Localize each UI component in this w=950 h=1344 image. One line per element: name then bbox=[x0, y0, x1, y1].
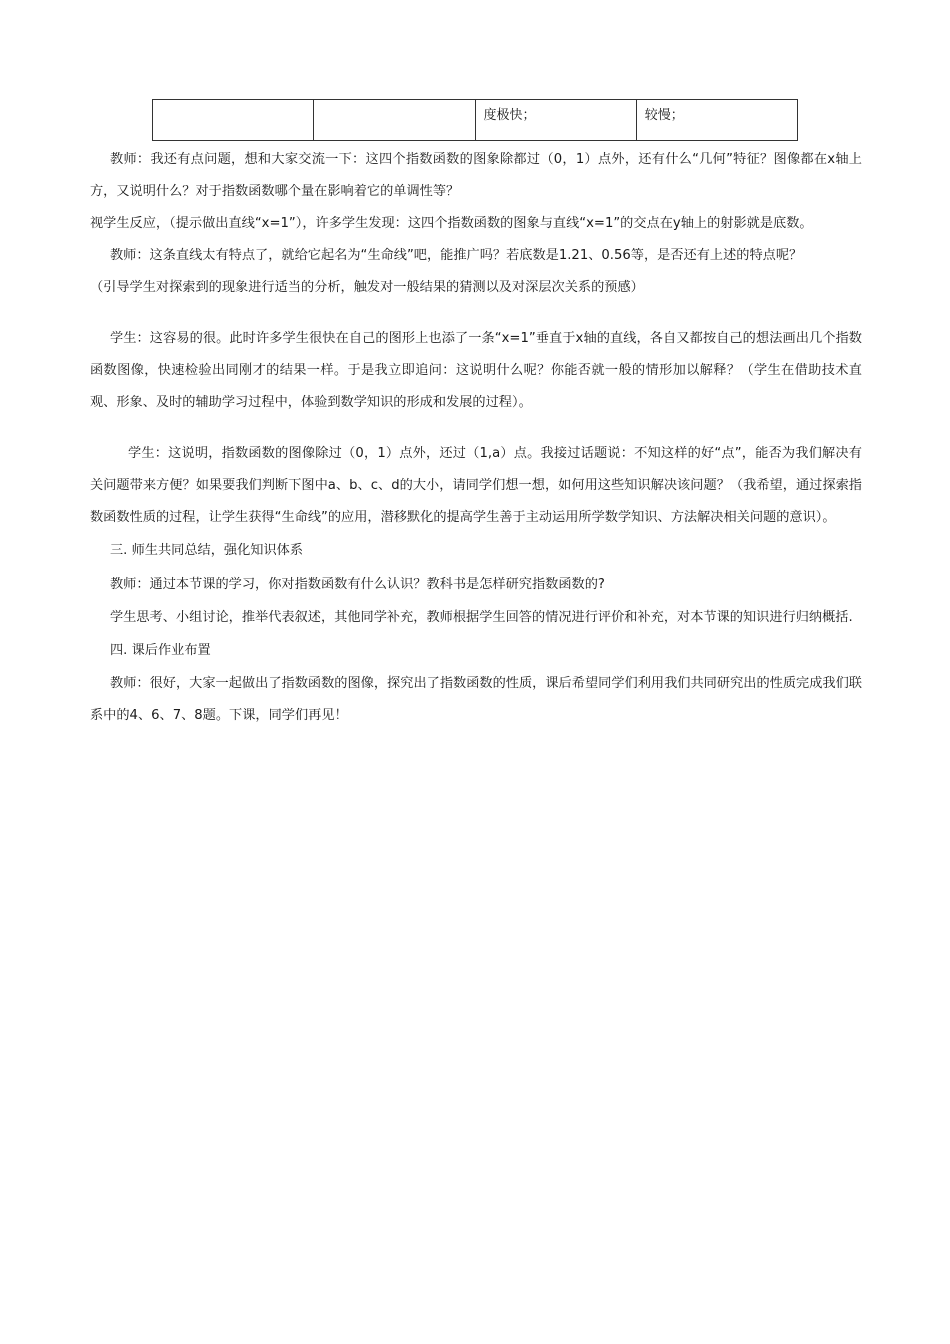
paragraph-student-reaction: 视学生反应，（提示做出直线“x=1”），许多学生发现：这四个指数函数的图象与直线“x=1”的交点在y轴上的射影就是底数。 bbox=[90, 216, 813, 231]
paragraph-life-line: 教师：这条直线太有特点了，就给它起名为“生命线”吧，能推广吗？若底数是1.21、0.56等，是否还有上述的特点呢？ bbox=[110, 248, 803, 263]
paragraph-teacher-summary: 教师：通过本节课的学习，你对指数函数有什么认识？教科书是怎样研究指数函数的? bbox=[110, 577, 605, 592]
section-heading-summary: 三. 师生共同总结，强化知识体系 bbox=[110, 543, 304, 558]
section-heading-homework: 四. 课后作业布置 bbox=[110, 643, 211, 658]
table-row bbox=[153, 100, 798, 141]
paragraph-teacher-question: 教师：我还有点问题，想和大家交流一下：这四个指数函数的图象除都过（0，1）点外，还有什么“几何”特征？图像都在x轴上方，又说明什么？对于指数函数哪个量在影响着它的单调性等？ bbox=[90, 152, 862, 199]
spacer bbox=[90, 304, 862, 323]
table-fragment bbox=[152, 99, 798, 141]
table-cell-4: 较慢； bbox=[636, 100, 797, 141]
table-cell-1 bbox=[153, 100, 314, 141]
spacer bbox=[90, 419, 862, 438]
paragraph-student-discussion: 学生思考、小组讨论，推举代表叙述，其他同学补充，教师根据学生回答的情况进行评价和补充，对本节课的知识进行归纳概括. bbox=[110, 610, 853, 625]
paragraph-student-easy: 学生：这容易的很。此时许多学生很快在自己的图形上也添了一条“x=1”垂直于x轴的直线，各自又都按自己的想法画出几个指数函数图像，快速检验出同刚才的结果一样。于是我立即追问：这说明什么呢？你能否就一般的情形加以解释？（学生在借助技术直观、形象、及时的辅助学习过程中，体验到数学知识的形成和发展的过程）。 bbox=[90, 331, 862, 410]
body-text bbox=[90, 144, 862, 732]
table-cell-2 bbox=[314, 100, 475, 141]
paragraph-guidance-note: （引导学生对探索到的现象进行适当的分析，触发对一般结果的猜测以及对深层次关系的预感） bbox=[90, 280, 644, 295]
paragraph-student-explain: 学生：这说明，指数函数的图像除过（0，1）点外，还过（1,a）点。我接过话题说：不知这样的好“点”，能否为我们解决有关问题带来方便？如果要我们判断下图中a、b、c、d的大小，请同学们想一想，如何用这些知识解决该问题？（我希望，通过探索指数函数性质的过程，让学生获得“生命线”的应用，潜移默化的提高学生善于主动运用所学数学知识、方法解决相关问题的意识）。 bbox=[90, 446, 862, 525]
paragraph-teacher-homework: 教师：很好，大家一起做出了指数函数的图像，探究出了指数函数的性质，课后希望同学们利用我们共同研究出的性质完成我们联系中的4、6、7、8题。下课，同学们再见！ bbox=[90, 676, 862, 723]
table-cell-3: 度极快； bbox=[475, 100, 636, 141]
